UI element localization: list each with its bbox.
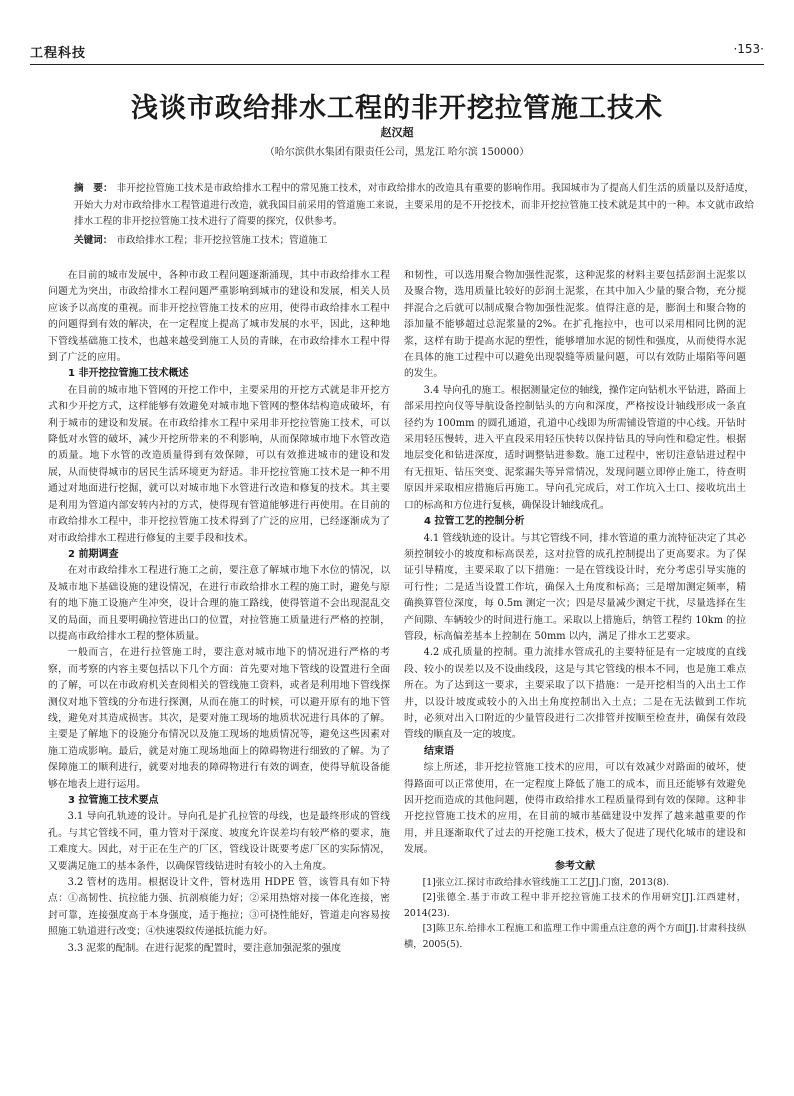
keywords (74, 233, 754, 249)
abstract-text: 非开挖拉管施工技术是市政给排水工程中的常见施工技术，对市政给排水的改造具有重要的影响作用。我国城市为了提高人们生活的质量以及舒适度，开始大力对市政给排水工程管道进行改造，就我国目前采用的管道施工来说，主要采用的是不开挖技术，而非开挖拉管施工技术就是其中的一种。本文就市政给排水工程的非开挖拉管施工技术进行了简要的探究，仅供参考。 (74, 183, 755, 227)
running-header (30, 40, 764, 65)
body-paragraph: 在目前的城市地下管网的开挖工作中，主要采用的开挖方式就是非开挖方式和少开挖方式，这样能够有效避免对城市地下管网的整体结构造成破坏，有利于城市的建设和发展。在市政给排水工程中采用非开挖拉管施工技术，可以降低对水管的破坏，减少开挖所带来的不利影响，从而保障城市地下水管改造的质量。地下水管的改造质量得到有效保障，可以有效推进城市的建设和发展，从而使得城市的居民生活环境更为舒适。非开挖拉管施工技术是一种不用通过对地面进行挖掘，就可以对城市地下水管进行改造和修复的技术。其主要是利用为管道内部安转内衬的方式，使得现有管道能够进行再使用。在目前的市政给排水工程中，非开挖拉管施工技术得到了广泛的应用，已经逐渐成为了对市政给排水工程进行修复的主要手段和技术。 (48, 384, 390, 544)
section-heading-1: 1 非开挖拉管施工技术概述 (68, 368, 189, 380)
article-title: 浅谈市政给排水工程的非开挖拉管施工技术 (131, 93, 663, 124)
author-name: 赵汉超 (380, 126, 414, 139)
body-paragraph: 综上所述，非开挖拉管施工技术的应用，可以有效减少对路面的破坏，使得路面可以正常使用，在一定程度上降低了施工的成本，而且还能够有效避免因开挖而造成的其他问题，使得市政给排水工程质量得到有效的保障。这种非开挖拉管施工技术的应用，在目前的城市基础建设中发挥了越来越重要的作用，并且逐渐取代了过去的开挖施工技术，极大了促进了现代化城市的建设和发展。 (404, 762, 746, 856)
body-paragraph: 3.2 管材的选用。根据设计文件，管材选用 HDPE 管，该管具有如下特点：①高韧性、抗拉能力强、抗剖痕能力好；②采用热熔对接一体化连接，密封可靠，连接强度高于本身强度，适于拖拉；③可挠性能好，管道走向容易按照施工轨道进行改变；④快速裂纹传递抵抗能力好。 (48, 877, 390, 938)
journal-section-label: 工程科技 (30, 46, 87, 61)
body-paragraph: 4.2 成孔质量的控制。重力流排水管成孔的主要特征是有一定坡度的直线段、较小的误差以及不设曲线段，这是与其它管线的根本不同，也是施工难点所在。为了达到这一要求，主要采取了以下措施：一是开挖相当的入出土工作井，以设计坡度或较小的入出土角度控制出入土点；二是在无法做到工作坑时，必须对出入口附近的少量管段进行二次排管并按顺至检查井，确保有效段管线的顺直及一定的坡度。 (404, 647, 746, 741)
section-heading-2: 2 前期调查 (68, 548, 119, 560)
section-heading-4: 4 拉管工艺的控制分析 (424, 516, 525, 528)
body-paragraph: 3.4 导向孔的施工。根据测量定位的轴线，操作定向钻机水平钻进，路面上部采用控向仪等导航设备控制钻头的方向和深度，严格按设计轴线形成一条直径约为 100mm 的圆孔通道，孔道中心线即为所需铺设管道的中心线。开钻时采用轻压慢转，进入平直段采用轻压快转以保持钻具的导向性和稳定性。根据地层变化和钻进深度，适时调整钻进参数。施工过程中，密切注意钻进过程中有无扭矩、钻压突变、泥浆漏失等异常情况，发现问题立即停止施工，待查明原因并采取相应措施后再施工。导向孔完成后，对工作坑入土口、接收坑出土口的标高和方位进行复核，确保设计轴线成孔。 (404, 384, 746, 511)
keywords-label: 关键词： (74, 235, 113, 246)
body-paragraph: 4.1 管线轨迹的设计。与其它管线不同，排水管道的重力流特征决定了其必须控制较小的坡度和标高误差，这对拉管的成孔控制提出了更高要求。为了保证引导精度，主要采取了以下措施：一是在管线设计时，充分考虑引导实施的可行性；二是适当设置工作坑，确保入土角度和标高；三是增加测定频率，精确换算管位深度，每 0.5m 测定一次；四是尽量减少测定干扰，尽量选择在生产间隙、车辆较少的时间进行施工。采取以上措施后，纳管工程约 10km 的拉管段，标高偏差基本上控制在 50mm 以内，满足了排水工艺要求。 (404, 532, 746, 642)
abstract-label: 摘 要： (74, 183, 113, 194)
abstract (74, 181, 754, 231)
body-paragraph: 在对市政给排水工程进行施工之前，要注意了解城市地下水位的情况，以及城市地下基础设施的建设情况，在进行市政给排水工程的施工时，避免与原有的地下施工设施产生冲突，设计合理的施工路线，使得管道不会出现混乱交叉的局面，而且要明确拉管进出口的位置，对拉管施工质量进行严格的控制，以提高市政给排水工程的整体质量。 (48, 565, 390, 642)
reference-item: [2]张德全.基于市政工程中非开挖拉管施工技术的作用研究[J].江西建材，2014(23). (404, 892, 746, 919)
body-paragraph: 3.3 泥浆的配制。在进行泥浆的配置时，要注意加强泥浆的强度 (67, 942, 342, 954)
body-paragraph: 3.1 导向孔轨迹的设计。导向孔是扩孔拉管的母线，也是最终形成的管线孔。与其它管线不同，重力管对于深度、坡度允许误差均有较严格的要求，施工难度大。因此，对于正在生产的厂区，管线设计既要考虑厂区的实际情况，又要满足施工的基本条件，以确保管线钻进时有较小的入土角度。 (48, 811, 390, 872)
section-heading-conclusion: 结束语 (424, 745, 454, 757)
section-heading-3: 3 拉管施工技术要点 (68, 795, 159, 806)
body-paragraph: 一般而言，在进行拉管施工时，要注意对城市地下的情况进行严格的考察，而考察的内容主要包括以下几个方面：首先要对地下管线的设置进行全面的了解，可以在市政府机关查阅相关的管线施工资料，或者是利用地下管线探测仪对地下管线的分布进行探测，从而在施工的时候，可以避开原有的地下管线，避免对其造成损害。其次，是要对施工现场的地质状况进行具体的了解。主要是了解地下的设施分布情况以及施工现场的地质情况等，避免这些因素对施工造成影响。最后，就是对施工现场地面上的障碍物进行细致的了解。为了保障施工的顺利进行，就要对地表的障碍物进行有效的调查，使得导航设备能够在地表上进行运用。 (48, 647, 390, 790)
page-number: ·153· (733, 42, 764, 56)
keywords-text: 市政给排水工程；非开挖拉管施工技术；管道施工 (116, 235, 328, 246)
body-paragraph: 和韧性，可以选用聚合物加强性泥浆，这种泥浆的材料主要包括彭润土泥浆以及聚合物，选用质量比较好的彭润土泥浆，在其中加入少量的聚合物，充分搅拌混合之后就可以制成聚合物加强性泥浆。值得注意的是，膨润土和聚合物的添加量不能够超过总泥浆量的2%。在扩孔拖拉中，也可以采用相同比例的泥浆，这样有助于提高水泥的塑性，能够增加水泥的韧性和强度，从而使得水泥在具体的施工过程中可以避免出现裂缝等质量问题，可以有效防止塌陷等问题的发生。 (404, 270, 746, 380)
author-affiliation: （哈尔滨供水集团有限责任公司，黑龙江 哈尔滨 150000） (264, 147, 530, 158)
right-column (404, 268, 746, 1068)
intro-paragraph: 在目前的城市发展中，各种市政工程问题逐渐涌现，其中市政给排水工程问题尤为突出，市政给排水工程问题严重影响到城市的建设和发展，相关人员应该予以高度的重视。而非开挖拉管施工技术的应用，使得市政给排水工程中的问题得到有效的解决，在一定程度上提高了城市发展的水平，因此，这种地下管线基础施工技术，也越来越受到施工人员的青睐，在市政给排水工程中得到了广泛的应用。 (48, 270, 390, 364)
references-heading: 参考文献 (555, 860, 595, 872)
reference-item: [3]陈卫东.给排水工程施工和监理工作中需重点注意的两个方面[J].甘肃科技纵横，2005(5). (404, 923, 746, 950)
left-column (48, 268, 390, 1068)
reference-item: [1]张立江.探讨市政给排水管线施工工艺[J].门窗，2013(8). (422, 877, 670, 889)
